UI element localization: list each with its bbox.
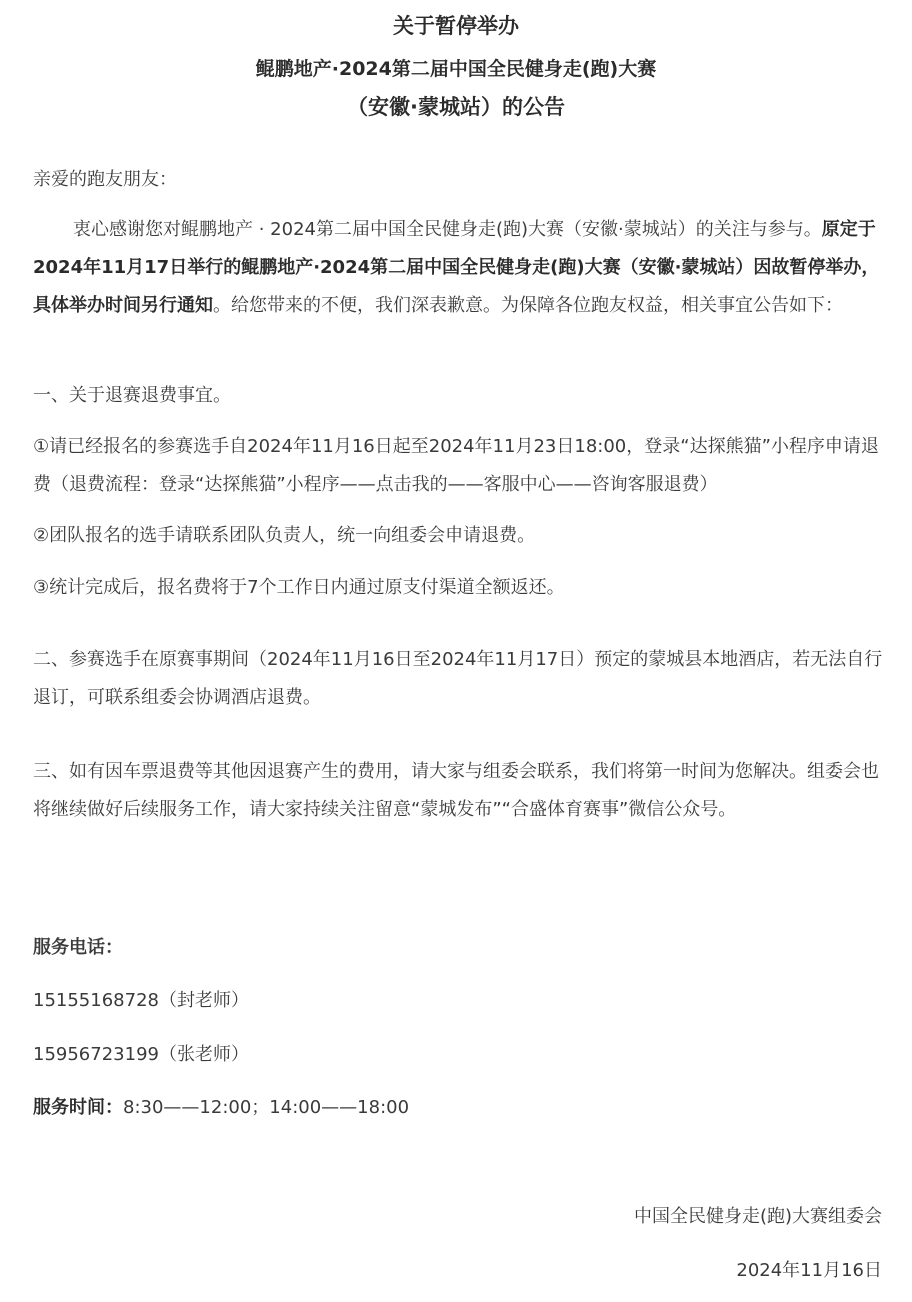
phone-1: 15155168728（封老师） — [33, 990, 249, 1011]
signature-org: 中国全民健身走(跑)大赛组委会 — [633, 1206, 882, 1227]
section1-item2: ②团队报名的选手请联系团队负责人，统一向组委会申请退费。 — [33, 525, 536, 546]
hours-value: 8:30——12:00；14:00——18:00 — [123, 1097, 410, 1118]
hours-label: 服务时间： — [33, 1097, 123, 1118]
signature-date: 2024年11月16日 — [736, 1260, 882, 1281]
greeting: 亲爱的跑友朋友： — [33, 169, 177, 190]
intro-paragraph — [33, 211, 883, 325]
phone-label: 服务电话： — [33, 937, 123, 958]
section1-item1: ①请已经报名的参赛选手自2024年11月16日起至2024年11月23日18:00，登录“达探熊猫”小程序申请退费（退费流程：登录“达探熊猫”小程序——点击我的——客服中心——咨询客服退费） — [33, 436, 879, 495]
section2-paragraph: 二、参赛选手在原赛事期间（2024年11月16日至2024年11月17日）预定的蒙城县本地酒店，若无法自行退订，可联系组委会协调酒店退费。 — [33, 649, 883, 708]
section1-heading: 一、关于退赛退费事宜。 — [33, 385, 231, 406]
service-hours — [33, 1093, 409, 1123]
section3-paragraph: 三、如有因车票退费等其他因退赛产生的费用，请大家与组委会联系，我们将第一时间为您解决。组委会也将继续做好后续服务工作，请大家持续关注留意“蒙城发布”“合盛体育赛事”微信公众号。 — [33, 761, 879, 820]
intro-text-1: 衷心感谢您对鲲鹏地产 · 2024第二届中国全民健身走(跑)大赛（安徽·蒙城站）的关注与参与。 — [73, 219, 822, 240]
section1-item3: ③统计完成后，报名费将于7个工作日内通过原支付渠道全额返还。 — [33, 577, 565, 598]
title-line-2: 鲲鹏地产·2024第二届中国全民健身走(跑)大赛 — [255, 58, 657, 80]
intro-bold-notice: 原定于2024年11月17日举行的鲲鹏地产·2024第二届中国全民健身走(跑)大赛（安徽·蒙城站）因故暂停举办，具体举办时间另行通知 — [33, 219, 880, 316]
title-line-1: 关于暂停举办 — [393, 14, 519, 38]
intro-text-2: 。给您带来的不便，我们深表歉意。为保障各位跑友权益，相关事宜公告如下： — [213, 295, 843, 316]
title-line-3: （安徽·蒙城站）的公告 — [347, 95, 565, 119]
phone-2: 15956723199（张老师） — [33, 1044, 249, 1065]
